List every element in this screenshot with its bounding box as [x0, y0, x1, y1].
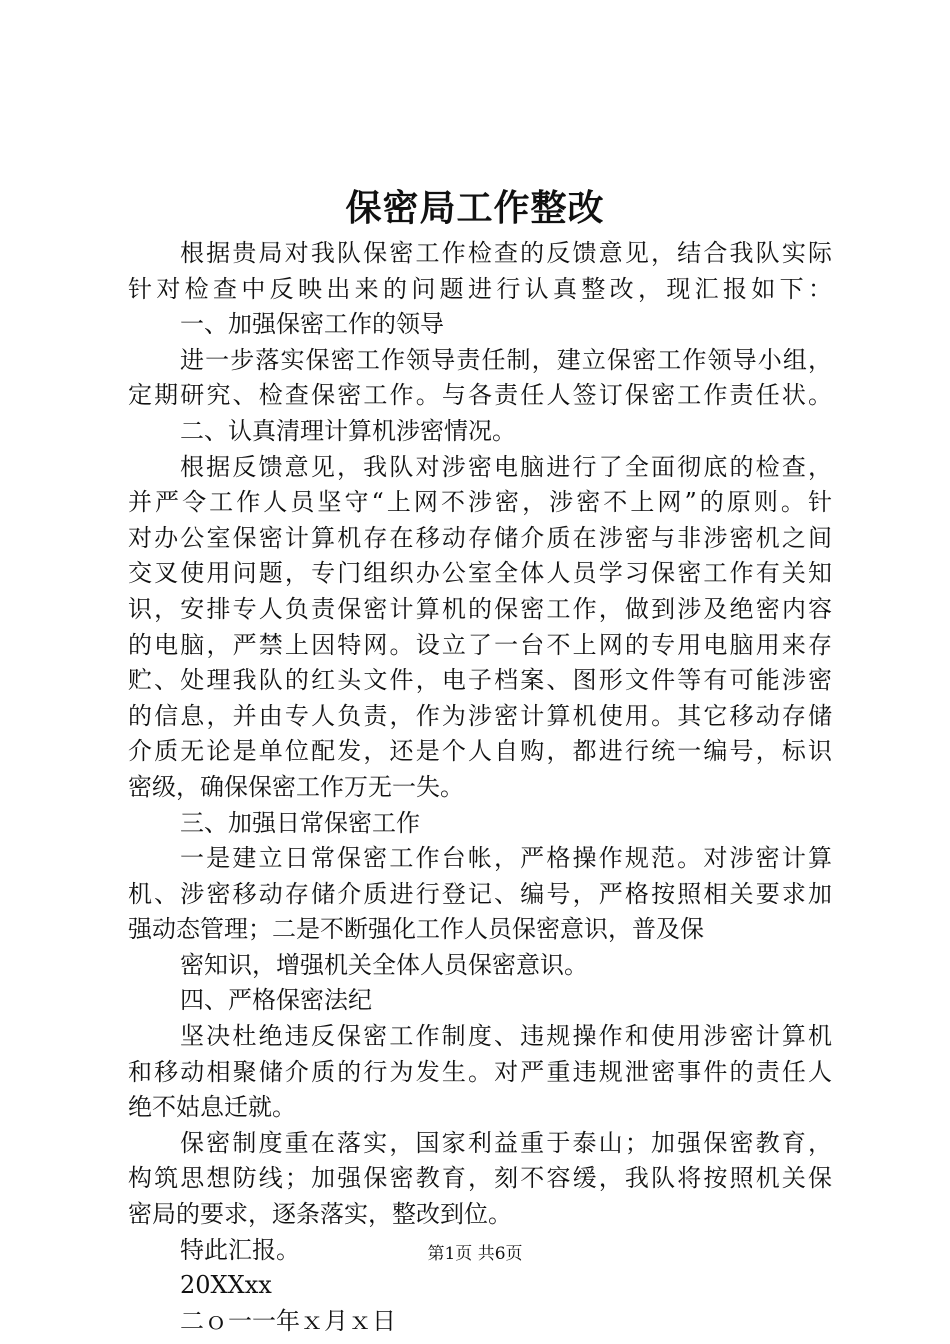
closing-date: 二ｏ一一年ｘ月ｘ日	[180, 1306, 396, 1335]
paragraph-line: 坚决杜绝违反保密工作制度、违规操作和使用涉密计算机	[180, 1022, 832, 1051]
paragraph-line: 密级，确保保密工作万无一失。	[128, 772, 464, 801]
section-heading: 二、认真清理计算机涉密情况。	[180, 416, 516, 445]
section-heading: 一、加强保密工作的领导	[180, 310, 444, 339]
paragraph-line: 强动态管理；二是不断强化工作人员保密意识，普及保	[128, 915, 704, 944]
paragraph-line: 根据贵局对我队保密工作检查的反馈意见，结合我队实际	[180, 239, 832, 267]
paragraph-line: 贮、处理我队的红头文件，电子档案、图形文件等有可能涉密	[128, 666, 832, 695]
paragraph-line: 绝不姑息迁就。	[128, 1093, 296, 1122]
document-body	[128, 236, 832, 1339]
paragraph-line: 密知识，增强机关全体人员保密意识。	[180, 950, 588, 979]
paragraph-line: 进一步落实保密工作领导责任制，建立保密工作领导小组，	[180, 345, 832, 374]
paragraph-line: 的电脑，严禁上因特网。设立了一台不上网的专用电脑用来存	[128, 630, 832, 659]
paragraph-line: 介质无论是单位配发，还是个人自购，都进行统一编号，标识	[128, 737, 832, 766]
page-footer: 第1页 共6页	[427, 1244, 523, 1264]
closing-code: 20XXxx	[180, 1271, 272, 1300]
paragraph-line: 并严令工作人员坚守“上网不涉密，涉密不上网”的原则。针	[128, 488, 832, 517]
paragraph-line: 的信息，并由专人负责，作为涉密计算机使用。其它移动存储	[128, 701, 832, 730]
paragraph-line: 根据反馈意见，我队对涉密电脑进行了全面彻底的检查，	[180, 452, 832, 481]
closing-line: 特此汇报。	[180, 1235, 300, 1264]
paragraph-line: 构筑思想防线；加强保密教育，刻不容缓，我队将按照机关保	[128, 1164, 832, 1193]
document-title: 保密局工作整改	[345, 187, 605, 229]
paragraph-line: 交叉使用问题，专门组织办公室全体人员学习保密工作有关知	[128, 559, 832, 588]
paragraph-line: 机、涉密移动存储介质进行登记、编号，严格按照相关要求加	[128, 879, 832, 908]
paragraph-line: 保密制度重在落实，国家利益重于泰山；加强保密教育，	[180, 1128, 832, 1157]
paragraph-line: 一是建立日常保密工作台帐，严格操作规范。对涉密计算	[180, 844, 832, 873]
paragraph-line: 和移动相聚储介质的行为发生。对严重违规泄密事件的责任人	[128, 1057, 832, 1086]
paragraph-line: 针对检查中反映出来的问题进行认真整改，现汇报如下：	[128, 274, 832, 303]
section-heading: 三、加强日常保密工作	[180, 808, 420, 837]
paragraph-line: 密局的要求，逐条落实，整改到位。	[128, 1200, 512, 1229]
paragraph-line: 对办公室保密计算机存在移动存储介质在涉密与非涉密机之间	[128, 523, 832, 552]
paragraph-line: 识，安排专人负责保密计算机的保密工作，做到涉及绝密内容	[128, 594, 832, 623]
paragraph-line: 定期研究、检查保密工作。与各责任人签订保密工作责任状。	[128, 381, 832, 410]
section-heading: 四、严格保密法纪	[180, 986, 372, 1015]
